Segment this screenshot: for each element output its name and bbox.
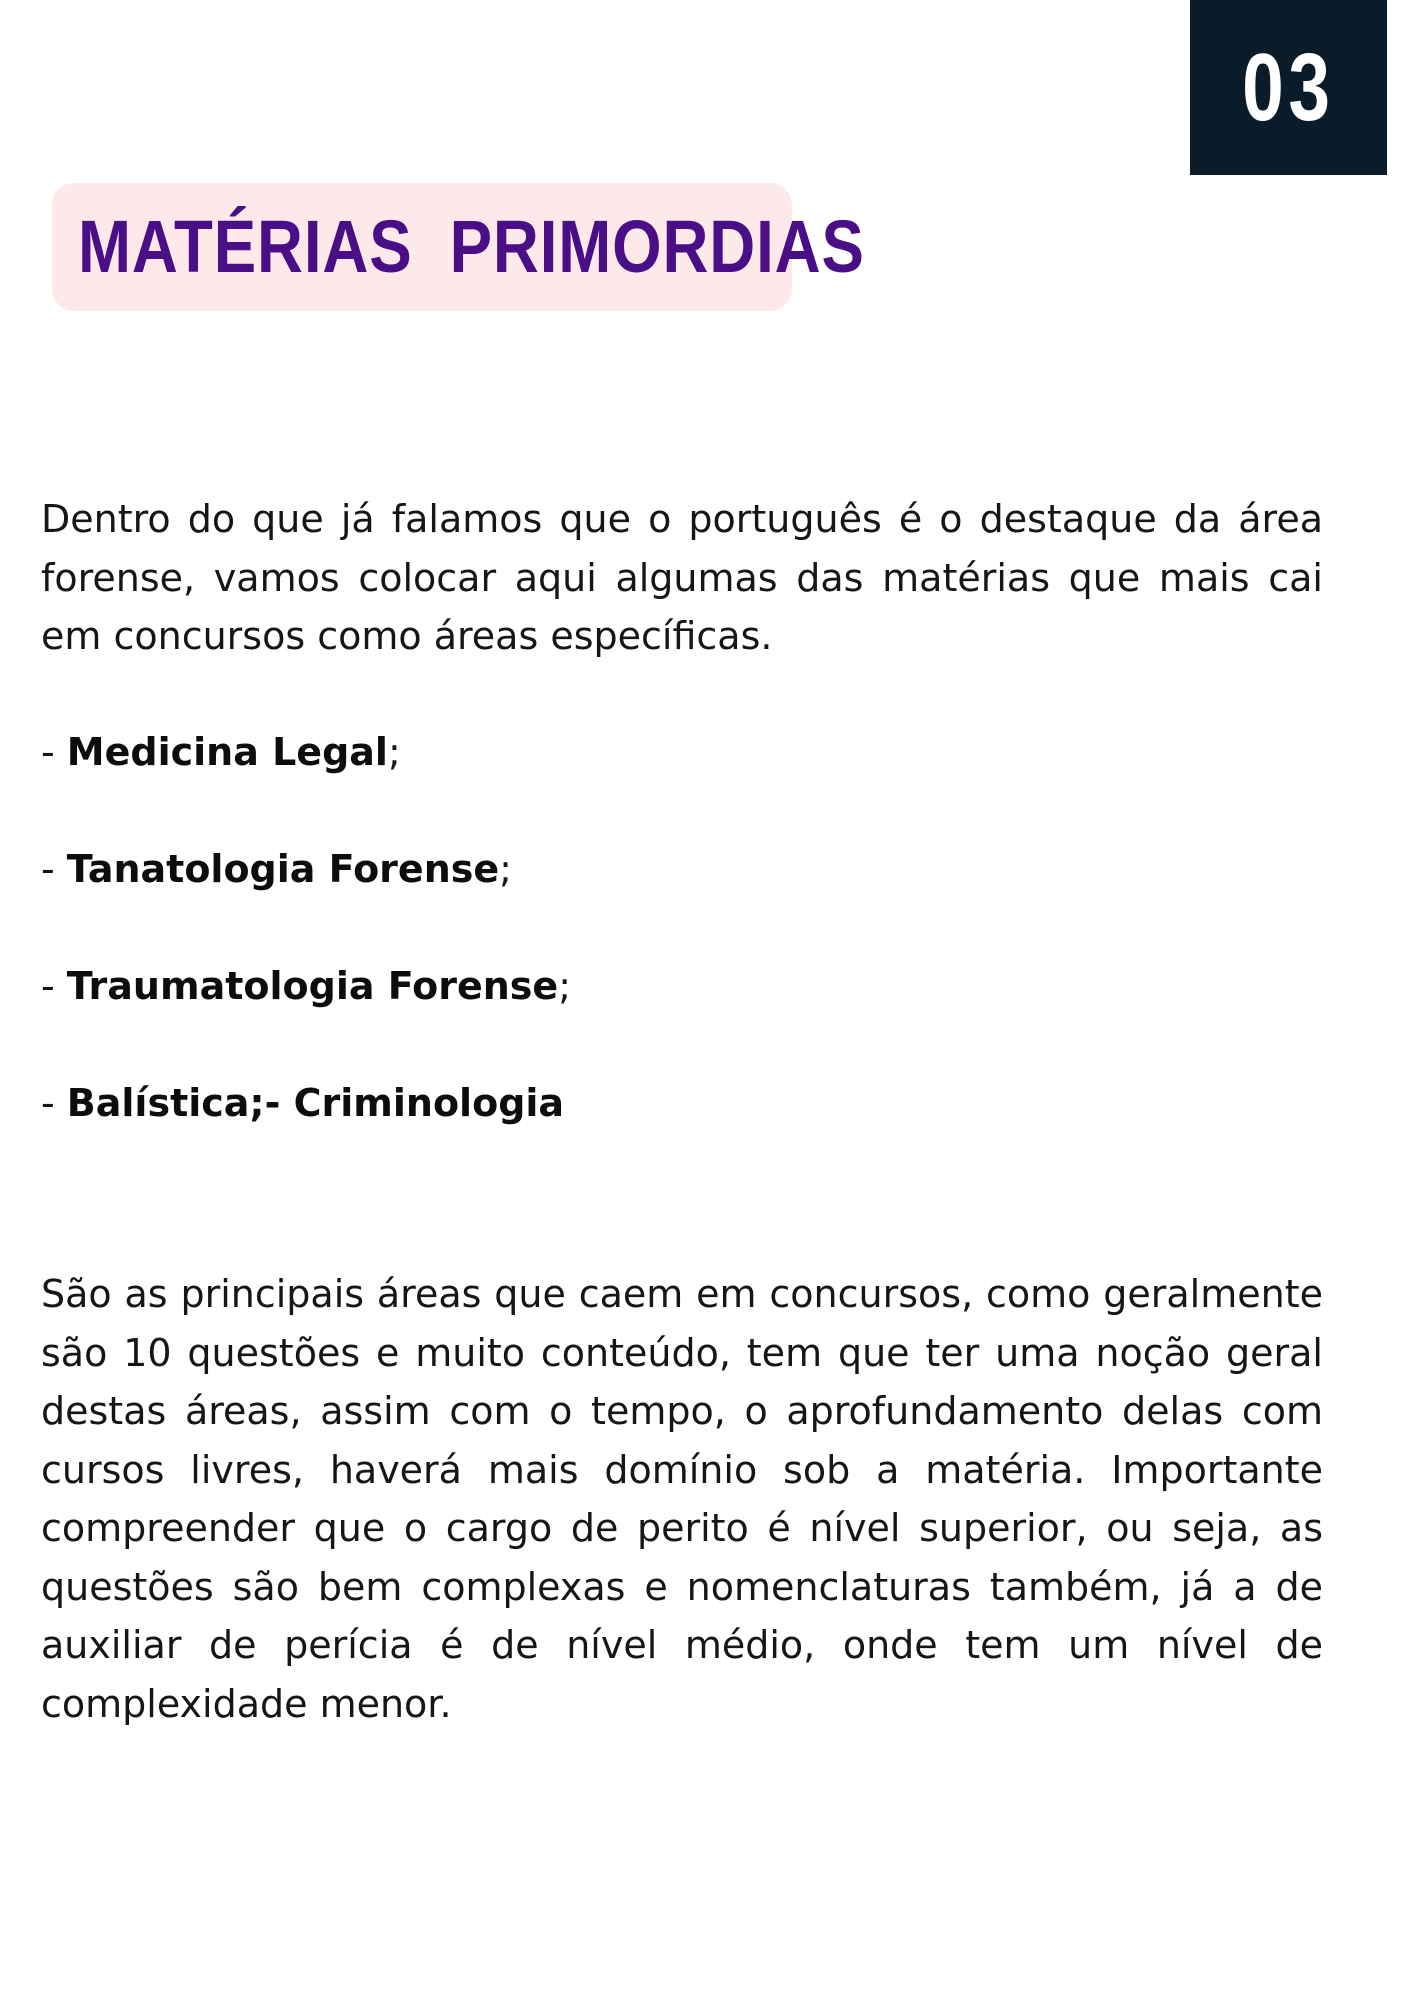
list-item (41, 1074, 571, 1133)
list-item-label: Tanatologia Forense (66, 847, 500, 891)
closing-paragraph: São as principais áreas que caem em concursos, como geralmente são 10 questões e muito conteúdo, tem que ter uma noção geral destas áreas, assim com o tempo, o aprofundamento delas com cursos livres, haverá mais domínio sob a matéria. Importante compreender que o cargo de perito é nível superior, ou seja, as questões são bem complexas e nomenclaturas também, já a de auxiliar de perícia é de nível médio, onde tem um nível de complexidade menor. (41, 1272, 1323, 1726)
list-item-suffix: ; (499, 847, 512, 891)
list-item-label: Traumatologia Forense (66, 964, 559, 1008)
list-item-prefix: - (41, 847, 67, 891)
list-item-suffix: ; (558, 964, 572, 1008)
list-item (41, 957, 571, 1016)
list-item (41, 840, 571, 899)
list-item-prefix: - (41, 1081, 67, 1125)
list-item (41, 723, 571, 782)
section-title: MATÉRIAS PRIMORDIAS (78, 205, 865, 288)
section-title-box (52, 183, 865, 311)
intro-paragraph: Dentro do que já falamos que o português é o destaque da área forense, vamos colocar aqui algumas das matérias que mais cai em concursos como áreas específicas. (41, 497, 1323, 658)
list-item-label: Medicina Legal (66, 730, 388, 774)
subject-list (41, 723, 571, 1191)
list-item-suffix: ; (387, 730, 401, 774)
list-item-label: Balística;- Criminologia (66, 1081, 565, 1125)
list-item-prefix: - (41, 964, 67, 1008)
page-number: 03 (1242, 33, 1335, 141)
list-item-prefix: - (41, 730, 67, 774)
page-number-badge (1190, 0, 1387, 175)
